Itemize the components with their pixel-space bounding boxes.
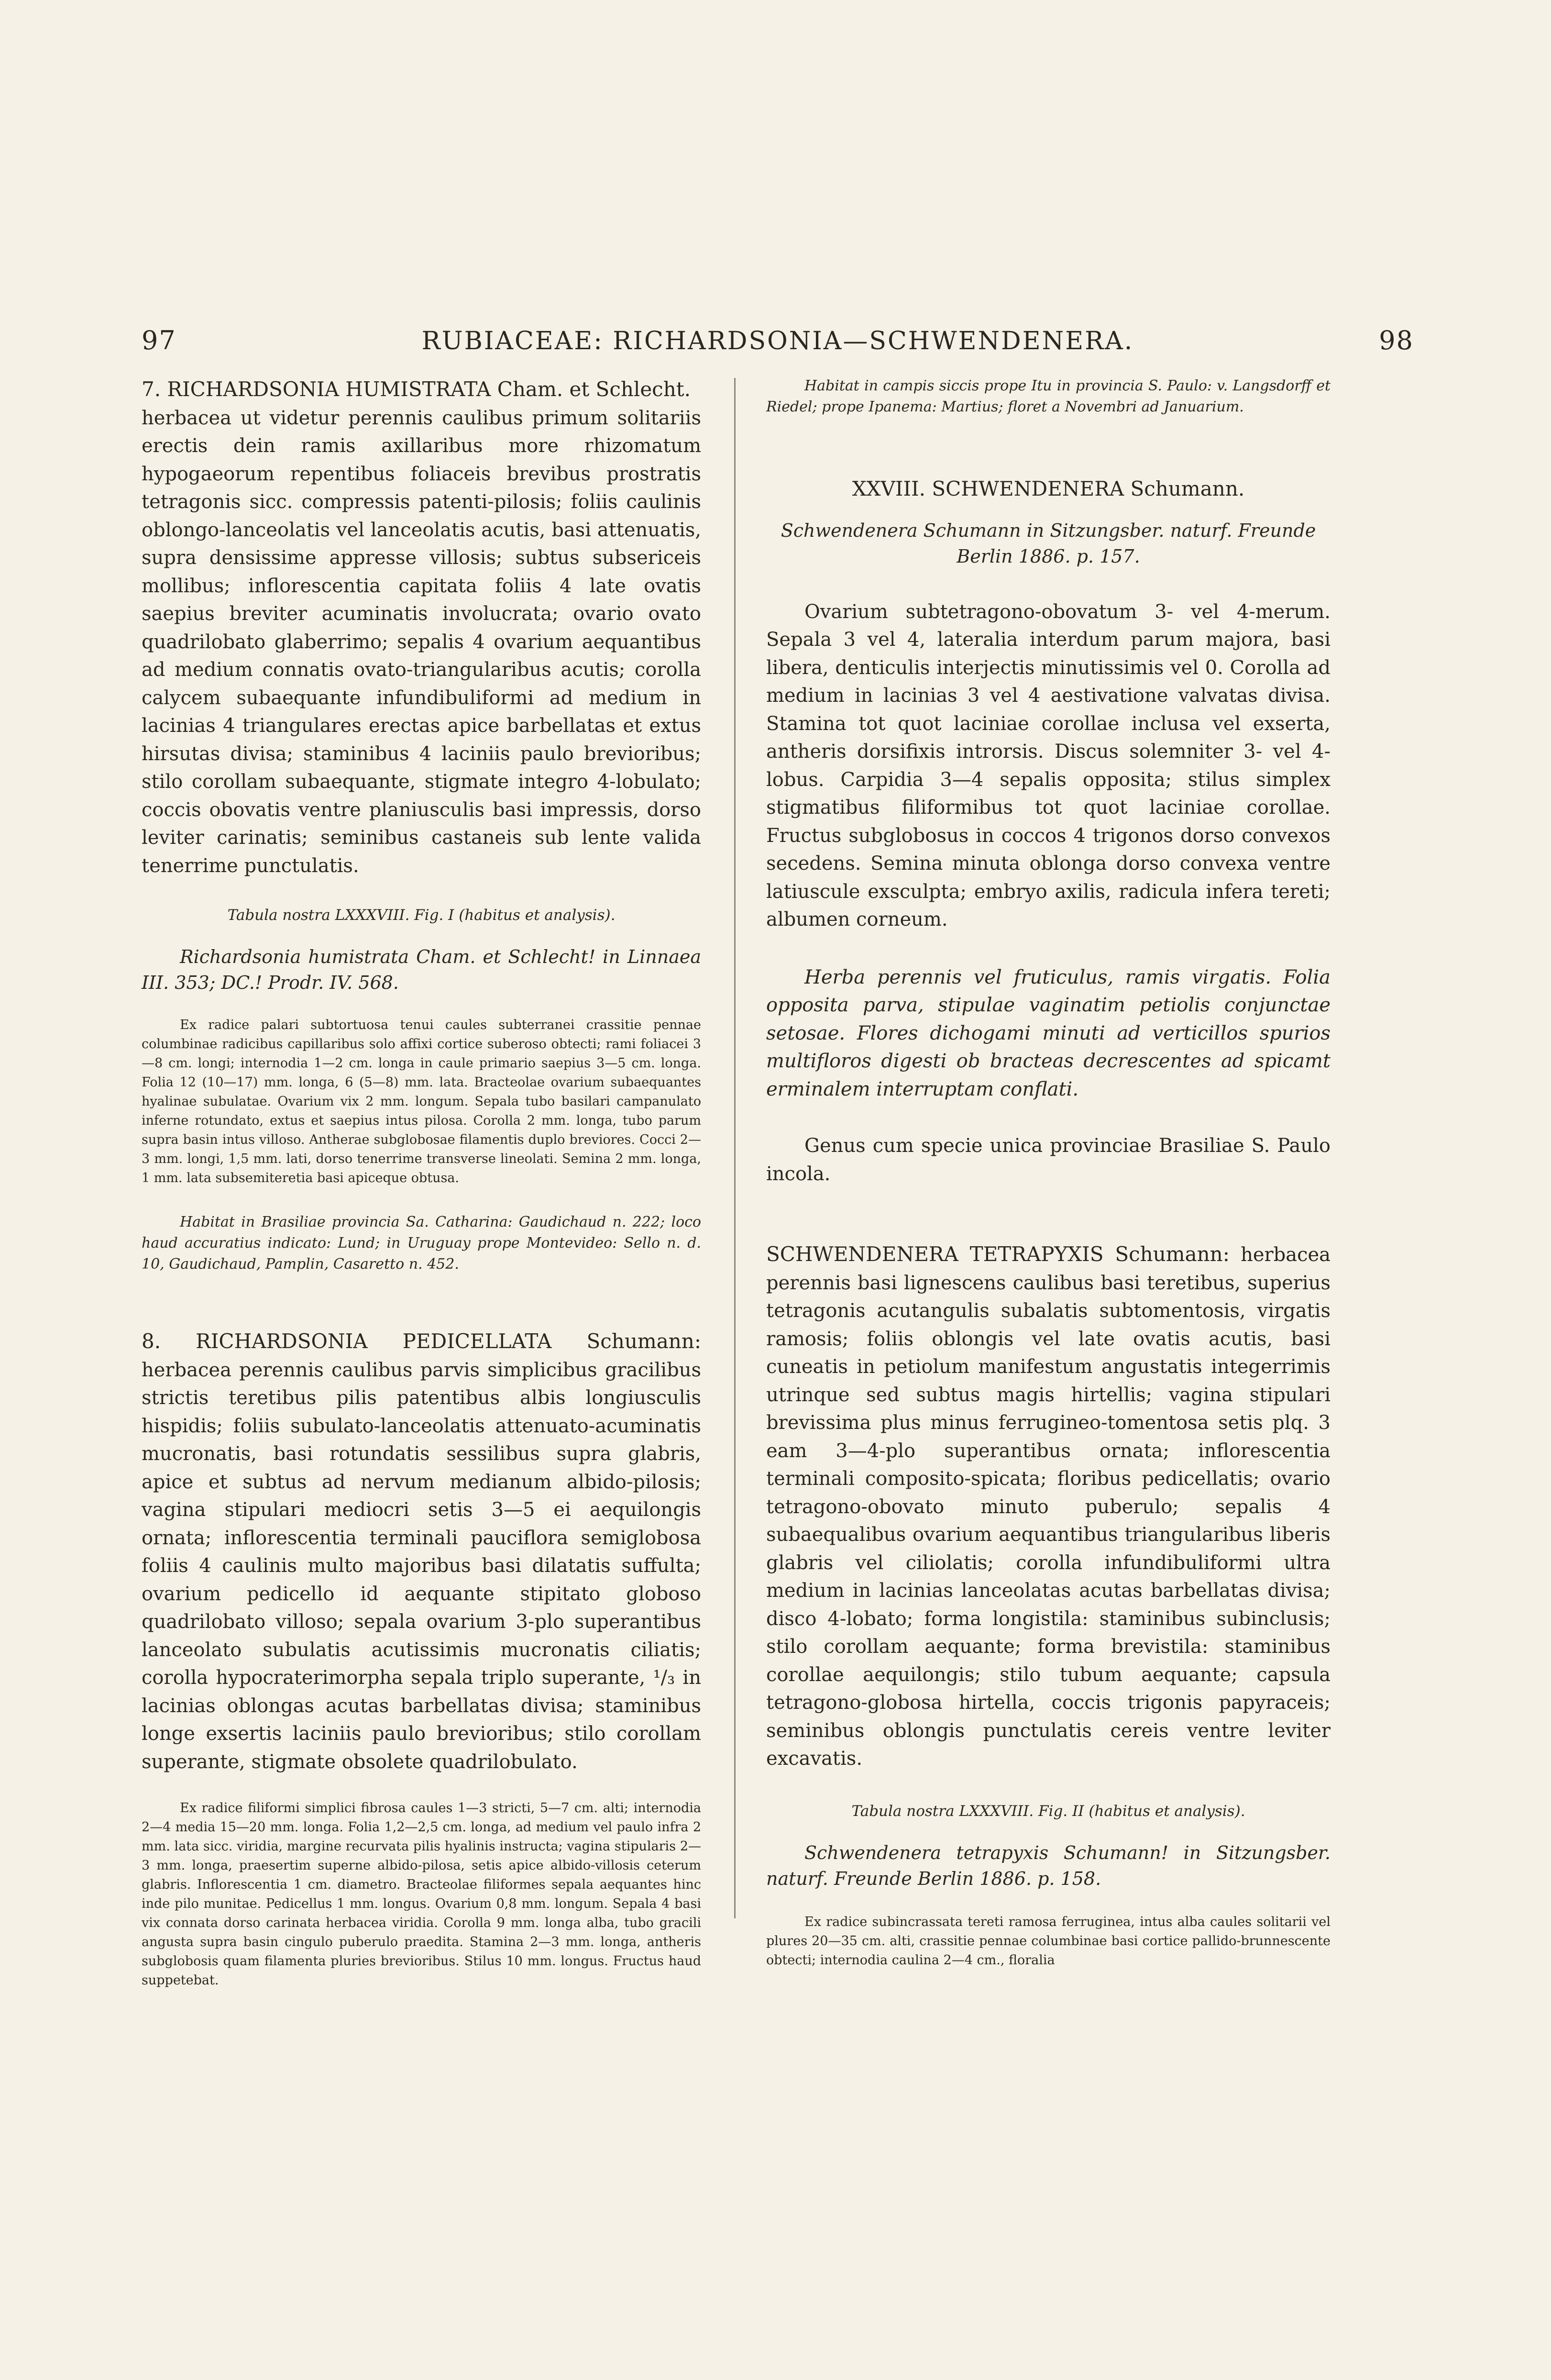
page-number-right: 98 [1379,325,1414,355]
tetrapyxis-entry [766,1240,1331,1773]
species-7-description: herbacea ut videtur perennis caulibus primum solitariis erectis dein ramis axillaribus more rhizomatum hypogaeorum repentibus foliaceis brevibus prostratis tetragonis sicc. compressis patenti-pilosis; foliis caulinis oblongo-lanceolatis vel lanceolatis acutis, basi attenuatis, supra densissime appresse villosis; subtus subsericeis mollibus; inflorescentia capitata foliis 4 late ovatis saepius breviter acuminatis involucrata; ovario ovato quadrilobato glaberrimo; sepalis 4 ovarium aequantibus ad medium connatis ovato-triangularibus acutis; corolla calycem subaequante infundibuliformi ad medium in lacinias 4 triangulares erectas apice barbellatas et extus hirsutas divisa; staminibus 4 laciniis paulo brevioribus; stilo corollam subaequante, stigmate integro 4-lobulato; coccis obovatis ventre planiusculis basi impressis, dorso leviter carinatis; seminibus castaneis sub lente valida tenerrime punctulatis. [142,407,701,877]
species-7-measurements: Ex radice palari subtortuosa tenui caules subterranei crassitie pennae columbinae radicibus capillaribus solo affixi cortice suberoso obtecti; rami foliacei 3—8 cm. longi; internodia 1—2 cm. longa in caule primario saepius 3—5 cm. longa. Folia 12 (10—17) mm. longa, 6 (5—8) mm. lata. Bracteolae ovarium subaequantes hyalinae subulatae. Ovarium vix 2 mm. longum. Sepala tubo basilari campanulato inferne rotundato, extus et saepius intus pilosa. Corolla 2 mm. longa, tubo parum supra basin intus villoso. Antherae subglobosae filamentis duplo breviores. Cocci 2—3 mm. longi, 1,5 mm. lati, dorso tenerrime transverse lineolati. Semina 2 mm. longa, 1 mm. lata subsemiteretia basi apiceque obtusa. [142,1018,701,1185]
genus-habit: Herba perennis vel fruticulus, ramis virgatis. Folia opposita parva, stipulae vaginatim petiolis conjunctae setosae. Flores dichogami minuti ad verticillos spurios multifloros digesti ob bracteas decrescentes ad spicamt erminalem interruptam conflati. [766,966,1331,1100]
species-7-heading: 7. RICHARDSONIA HUMISTRATA Cham. et Schlecht. [142,377,691,401]
species-7-tabula: Tabula nostra LXXXVIII. Fig. I (habitus et analysis). [227,907,616,924]
left-column [142,376,701,1990]
species-7-entry [142,376,701,880]
column-divider [734,378,736,1918]
running-title: RUBIACEAE: RICHARDSONIA—SCHWENDENERA. [421,327,1134,355]
genus-note: Genus cum specie unica provinciae Brasiliae S. Paulo incola. [766,1135,1331,1185]
page-number-left: 97 [142,325,176,355]
tetrapyxis-tabula: Tabula nostra LXXXVIII. Fig. II (habitus et analysis). [851,1802,1245,1820]
tetrapyxis-heading: SCHWENDENERA TETRAPYXIS Schumann: [766,1242,1230,1266]
genus-description: Ovarium subtetragono-obovatum 3- vel 4-merum. Sepala 3 vel 4, lateralia interdum parum majora, basi libera, denticulis interjectis minutissimis vel 0. Corolla ad medium in lacinias 3 vel 4 aestivatione valvatas divisa. Stamina tot quot laciniae corollae inclusa vel exserta, antheris dorsifixis introrsis. Discus solemniter 3- vel 4-lobus. Carpidia 3—4 sepalis opposita; stilus simplex stigmatibus filiformibus tot quot laciniae corollae. Fructus subglobosus in coccos 4 trigonos dorso convexos secedens. Semina minuta oblonga dorso convexa ventre latiuscule exsculpta; embryo axilis, radicula infera tereti; albumen corneum. [766,600,1331,930]
species-8-measurements: Ex radice filiformi simplici fibrosa caules 1—3 stricti, 5—7 cm. alti; internodia 2—4 media 15—20 mm. longa. Folia 1,2—2,5 cm. longa, ad medium vel paulo infra 2 mm. lata sicc. viridia, margine recurvata pilis hyalinis instructa; vagina stipularis 2—3 mm. longa, praesertim superne albido-pilosa, setis apice albido-villosis ceterum glabris. Inflorescentia 1 cm. diametro. Bracteolae filiformes sepala aequantes hinc inde pilo munitae. Pedicellus 1 mm. longus. Ovarium 0,8 mm. longum. Sepala 4 basi vix connata dorso carinata herbacea viridia. Corolla 9 mm. longa alba, tubo gracili angusta supra basin cingulo puberulo praedita. Stamina 2—3 mm. longa, antheris subglobosis quam filamenta pluries brevioribus. Stilus 10 mm. longus. Fructus haud suppetebat. [142,1801,701,1988]
genus-reference: Schwendenera Schumann in Sitzungsber. naturf. Freunde Berlin 1886. p. 157. [781,520,1316,567]
tetrapyxis-reference: Schwendenera tetrapyxis Schumann! in Sitzungsber. naturf. Freunde Berlin 1886. p. 158. [766,1842,1331,1889]
genus-heading: XXVIII. SCHWENDENERA Schumann. [852,477,1245,500]
running-header [142,325,1414,364]
right-column [766,376,1331,1970]
tetrapyxis-measurements: Ex radice subincrassata tereti ramosa ferruginea, intus alba caules solitarii vel plures 20—35 cm. alti, crassitie pennae columbinae basi cortice pallido-brunnescente obtecti; internodia caulina 2—4 cm., floralia [766,1914,1331,1968]
species-8-entry [142,1328,701,1776]
species-8-description: herbacea perennis caulibus parvis simplicibus gracilibus strictis teretibus pilis patentibus albis longiusculis hispidis; foliis subulato-lanceolatis attenuato-acuminatis mucronatis, basi rotundatis sessilibus supra glabris, apice et subtus ad nervum medianum albido-pilosis; vagina stipulari mediocri setis 3—5 ei aequilongis ornata; inflorescentia terminali pauciflora semiglobosa foliis 4 caulinis multo majoribus basi dilatatis suffulta; ovarium pedicello id aequante stipitato globoso quadrilobato villoso; sepala ovarium 3-plo superantibus lanceolato subulatis acutissimis mucronatis ciliatis; corolla hypocraterimorpha sepala triplo superante, ¹/₃ in lacinias oblongas acutas barbellatas divisa; staminibus longe exsertis laciniis paulo brevioribus; stilo corollam superante, stigmate obsolete quadrilobulato. [142,1359,701,1773]
species-7-habitat: Habitat in Brasiliae provincia Sa. Catharina: Gaudichaud n. 222; loco haud accuratius indicato: Lund; in Uruguay prope Montevideo: Sello n. d. 10, Gaudichaud, Pamplin, Casaretto n. 452. [142,1214,701,1273]
species-8-heading: 8. RICHARDSONIA PEDICELLATA Schumann: [142,1329,701,1353]
species-7-reference: Richardsonia humistrata Cham. et Schlecht! in Linnaea III. 353; DC.! Prodr. IV. 568. [142,946,701,993]
tetrapyxis-description: herbacea perennis basi lignescens caulibus basi teretibus, superius tetragonis acutangulis subalatis subtomentosis, virgatis ramosis; foliis oblongis vel late ovatis acutis, basi cuneatis in petiolum manifestum angustatis integerrimis utrinque sed subtus magis hirtellis; vagina stipulari brevissima plus minus ferrugineo-tomentosa setis plq. 3 eam 3—4-plo superantibus ornata; inflorescentia terminali composito-spicata; floribus pedicellatis; ovario tetragono-obovato minuto puberulo; sepalis 4 subaequalibus ovarium aequantibus triangularibus liberis glabris vel ciliolatis; corolla infundibuliformi ultra medium in lacinias lanceolatas acutas barbellatas divisa; disco 4-lobato; forma longistila: staminibus subinclusis; stilo corollam aequante; forma brevistila: staminibus corollae aequilongis; stilo tubum aequante; capsula tetragono-globosa hirtella, coccis trigonis papyraceis; seminibus oblongis punctulatis cereis ventre leviter excavatis. [766,1244,1331,1770]
species-8-habitat: Habitat in campis siccis prope Itu in provincia S. Paulo: v. Langsdorff et Riedel; prope Ipanema: Martius; floret a Novembri ad Januarium. [766,377,1331,415]
